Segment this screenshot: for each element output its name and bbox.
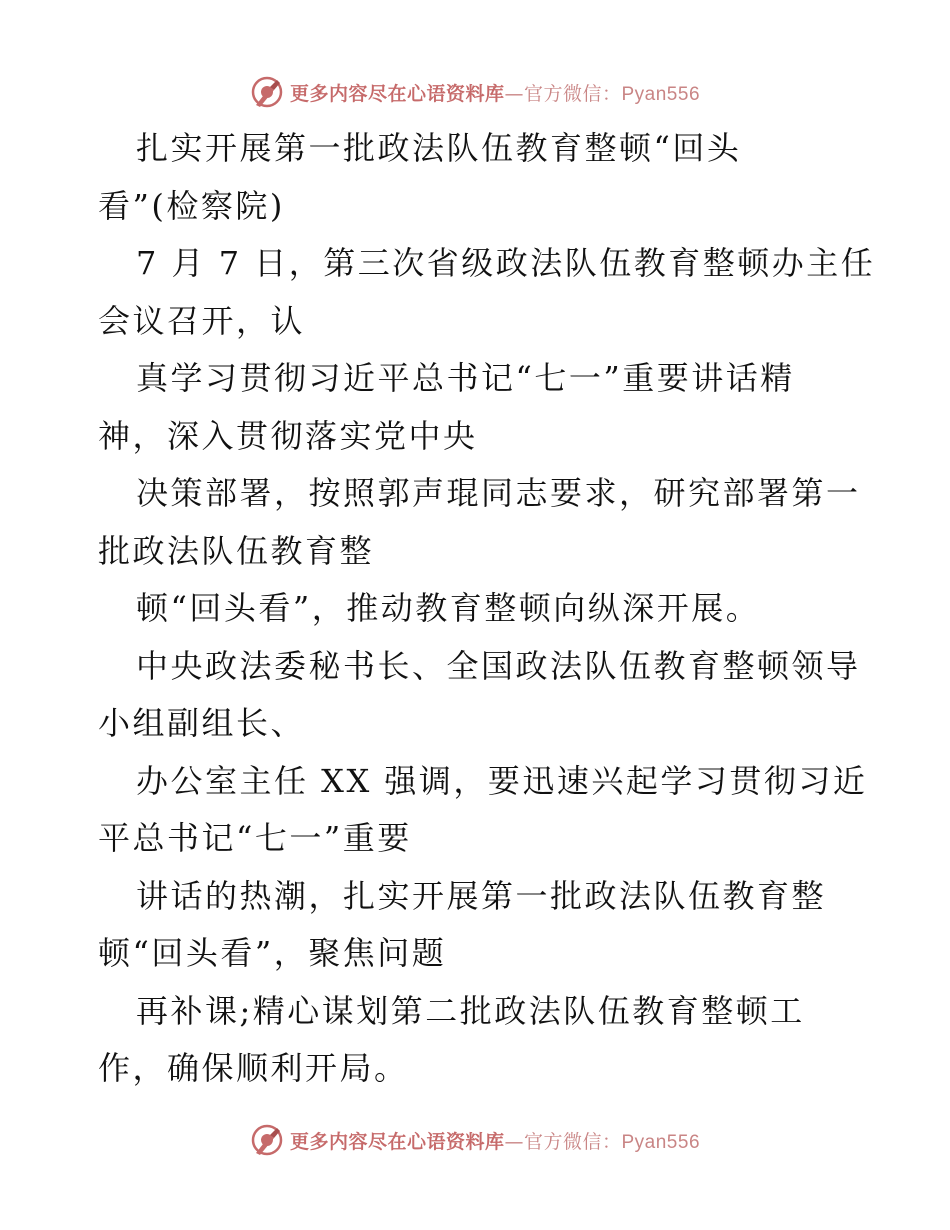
watermark-main: 更多内容尽在心语资料库	[289, 82, 505, 105]
body-line: 作，确保顺利开局。	[98, 1049, 409, 1087]
body-line: 讲话的热潮，扎实开展第一批政法队伍教育整	[136, 876, 827, 915]
watermark-id: Pyan556	[621, 1131, 701, 1153]
body-line: 小组副组长、	[98, 704, 306, 742]
watermark-text	[290, 1127, 700, 1154]
pen-logo-icon	[250, 75, 284, 109]
watermark-separator: —	[504, 82, 524, 105]
body-line: 办公室主任 XX 强调，要迅速兴起学习贯彻习近	[136, 761, 868, 800]
watermark-text	[290, 79, 700, 106]
body-line: 顿“回头看”，推动教育整顿向纵深开展。	[136, 589, 761, 627]
body-line: 7 月 7 日，第三次省级政法队伍教育整顿办主任	[136, 244, 876, 282]
watermark-separator: —	[504, 1130, 524, 1153]
header-watermark	[0, 72, 950, 112]
watermark-sub: 官方微信：	[523, 82, 622, 105]
watermark-id: Pyan556	[621, 83, 701, 105]
body-line: 平总书记“七一”重要	[98, 819, 412, 857]
body-line: 真学习贯彻习近平总书记“七一”重要讲话精	[136, 359, 795, 397]
title-line-1: 扎实开展第一批政法队伍教育整顿“回头	[136, 129, 742, 167]
document-body	[98, 120, 876, 1098]
watermark-main: 更多内容尽在心语资料库	[289, 1130, 505, 1153]
pen-logo-icon	[250, 1123, 284, 1157]
body-line: 批政法队伍教育整	[98, 531, 375, 570]
title-line-2: 看”(检察院)	[98, 186, 285, 225]
body-line: 决策部署，按照郭声琨同志要求，研究部署第一	[136, 474, 861, 512]
body-line: 神，深入贯彻落实党中央	[98, 416, 478, 455]
body-line: 会议召开，认	[98, 301, 306, 340]
watermark-sub: 官方微信：	[523, 1130, 622, 1153]
body-line: 顿“回头看”，聚焦问题	[98, 934, 447, 972]
footer-watermark	[0, 1120, 950, 1160]
body-line: 再补课;精心谋划第二批政法队伍教育整顿工	[136, 991, 805, 1030]
body-line: 中央政法委秘书长、全国政法队伍教育整顿领导	[136, 646, 861, 685]
